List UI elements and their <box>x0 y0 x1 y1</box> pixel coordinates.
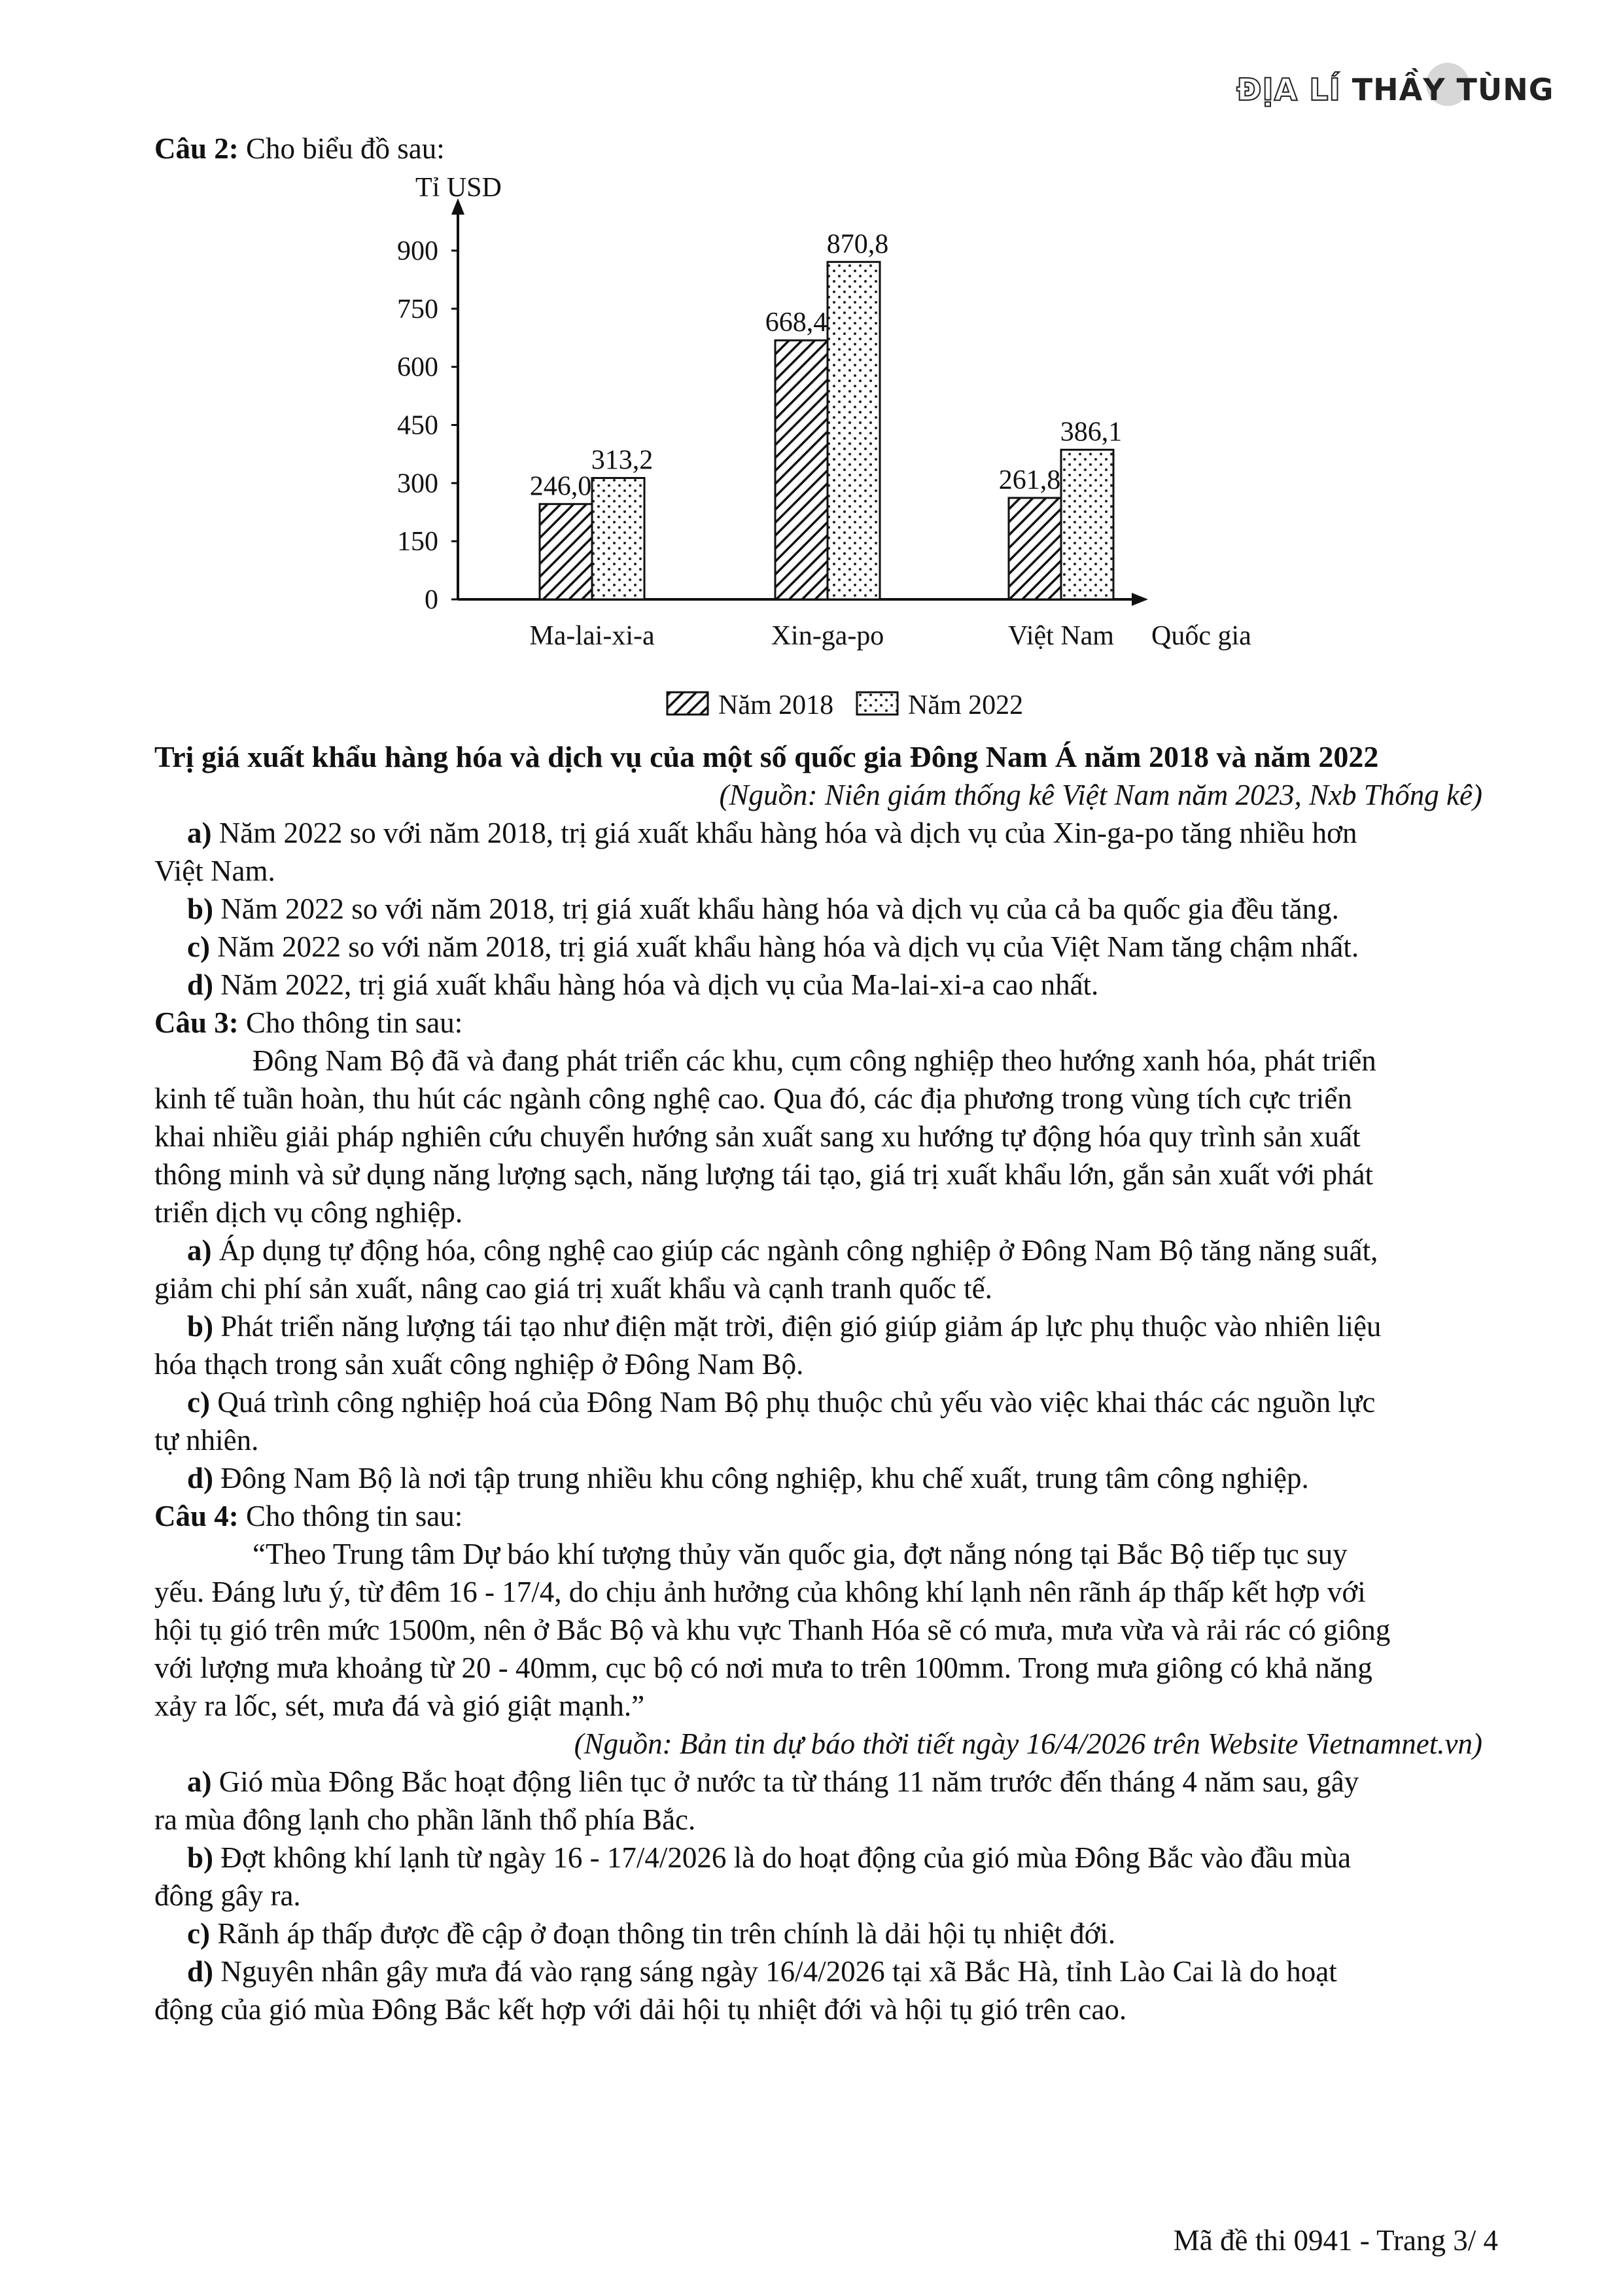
q3-c-text-cont: tự nhiên. <box>154 1424 259 1457</box>
q2-a-text-cont: Việt Nam. <box>154 855 275 887</box>
q2-d-label: d) <box>187 968 214 1001</box>
q3-a-text: Áp dụng tự động hóa, công nghệ cao giúp các ngành công nghiệp ở Đông Nam Bộ tăng năng suất, <box>218 1234 1378 1267</box>
q2-number: Câu 2: <box>154 132 239 165</box>
q4-b-text: Đợt không khí lạnh từ ngày 16 - 17/4/2026 là do hoạt động của gió mùa Đông Bắc vào đầu mùa <box>220 1841 1352 1874</box>
q3-paragraph-line: thông minh và sử dụng năng lượng sạch, năng lượng tái tạo, giá trị xuất khẩu lớn, gắn sản xuất với phát <box>154 1158 1374 1191</box>
bar-value-label: 246,0 <box>529 471 592 502</box>
q2-c-text: Năm 2022 so với năm 2018, trị giá xuất khẩu hàng hóa và dịch vụ của Việt Nam tăng chậm nhất. <box>217 930 1359 963</box>
q3-d-label: d) <box>187 1462 214 1494</box>
q4-quote-line: với lượng mưa khoảng từ 20 - 40mm, cục bộ có nơi mưa to trên 100mm. Trong mưa giông có khả năng <box>154 1651 1372 1684</box>
legend-label: Năm 2022 <box>908 690 1024 720</box>
q3-c-label: c) <box>187 1386 210 1419</box>
q3-a-text-cont: giảm chi phí sản xuất, nâng cao giá trị xuất khẩu và cạnh tranh quốc tế. <box>154 1272 992 1305</box>
q4-a-text-cont: ra mùa đông lạnh cho phần lãnh thổ phía Bắc. <box>154 1803 696 1836</box>
bar-value-label: 668,4 <box>765 308 828 338</box>
q3-option-a <box>187 1231 1515 1269</box>
q2-option-c <box>187 928 1515 966</box>
q4-option-a <box>187 1763 1515 1801</box>
q4-quote-line: “Theo Trung tâm Dự báo khí tượng thủy văn quốc gia, đợt nắng nóng tại Bắc Bộ tiếp tục suy <box>253 1538 1348 1570</box>
y-tick-label: 600 <box>397 352 438 383</box>
y-tick-label: 150 <box>397 527 438 557</box>
legend-label: Năm 2018 <box>718 690 834 720</box>
q4-c-text: Rãnh áp thấp được đề cập ở đoạn thông tin trên chính là dải hội tụ nhiệt đới. <box>217 1917 1116 1950</box>
q2-option-a <box>187 814 1515 852</box>
q4-source: (Nguồn: Bản tin dự báo thời tiết ngày 16/4/2026 trên Website Vietnamnet.vn) <box>574 1727 1482 1760</box>
bar <box>1061 450 1113 599</box>
y-tick-label: 450 <box>397 410 438 441</box>
bar-value-label: 313,2 <box>591 445 654 476</box>
logo-part2: THẦY TÙNG <box>1352 72 1554 107</box>
category-label: Việt Nam <box>1008 621 1114 651</box>
q4-d-text: Nguyên nhân gây mưa đá vào rạng sáng ngày 16/4/2026 tại xã Bắc Hà, tỉnh Lào Cai là do hoạt <box>220 1955 1337 1988</box>
q3-b-text: Phát triển năng lượng tái tạo như điện mặt trời, điện gió giúp giảm áp lực phụ thuộc vào nhiên liệu <box>220 1310 1382 1343</box>
q4-option-c <box>187 1915 1515 1952</box>
q4-number: Câu 4: <box>154 1500 239 1532</box>
q4-c-label: c) <box>187 1917 210 1950</box>
q4-option-d <box>187 1952 1515 1990</box>
q3-paragraph-line: kinh tế tuần hoàn, thu hút các ngành công nghệ cao. Qua đó, các địa phương trong vùng tích cực triển <box>154 1082 1352 1115</box>
q4-a-text: Gió mùa Đông Bắc hoạt động liên tục ở nước ta từ tháng 11 năm trước đến tháng 4 năm sau, gây <box>218 1765 1359 1798</box>
brand-logo <box>1236 63 1554 122</box>
y-tick-label: 300 <box>397 468 438 499</box>
chart-svg <box>376 169 1269 732</box>
q4-b-label: b) <box>187 1841 214 1874</box>
q3-paragraph-line: khai nhiều giải pháp nghiên cứu chuyển hướng sản xuất sang xu hướng tự động hóa quy trình sản xuất <box>154 1120 1361 1153</box>
q3-a-label: a) <box>187 1234 212 1267</box>
legend-swatch <box>667 692 708 715</box>
q2-b-text: Năm 2022 so với năm 2018, trị giá xuất khẩu hàng hóa và dịch vụ của cả ba quốc gia đều tăng. <box>220 892 1339 925</box>
y-axis-title: Tỉ USD <box>415 173 502 203</box>
category-label: Ma-lai-xi-a <box>529 621 655 651</box>
q4-intro: Cho thông tin sau: <box>246 1500 463 1532</box>
x-axis-title: Quốc gia <box>1151 621 1251 651</box>
q3-heading <box>154 1004 1482 1042</box>
q4-quote-line: hội tụ gió trên mức 1500m, nên ở Bắc Bộ và khu vực Thanh Hóa sẽ có mưa, mưa vừa và rải rác có giông <box>154 1614 1391 1646</box>
y-tick-label: 750 <box>397 294 438 325</box>
q3-intro: Cho thông tin sau: <box>246 1006 463 1039</box>
q3-paragraph-line: Đông Nam Bộ đã và đang phát triển các khu, cụm công nghiệp theo hướng xanh hóa, phát triển <box>253 1044 1376 1077</box>
q3-d-text: Đông Nam Bộ là nơi tập trung nhiều khu công nghiệp, khu chế xuất, trung tâm công nghiệp. <box>220 1462 1309 1494</box>
q2-option-d <box>187 966 1515 1004</box>
chart-source: (Nguồn: Niên giám thống kê Việt Nam năm 2023, Nxb Thống kê) <box>719 779 1482 811</box>
q3-paragraph-line: triển dịch vụ công nghiệp. <box>154 1196 463 1229</box>
bar <box>775 340 828 599</box>
q2-option-b <box>187 890 1515 928</box>
chart-caption: Trị giá xuất khẩu hàng hóa và dịch vụ của một số quốc gia Đông Nam Á năm 2018 và năm 2022 <box>154 740 1379 773</box>
bar-value-label: 261,8 <box>998 465 1061 495</box>
q2-d-text: Năm 2022, trị giá xuất khẩu hàng hóa và dịch vụ của Ma-lai-xi-a cao nhất. <box>220 968 1099 1001</box>
bar <box>1009 498 1061 599</box>
q4-quote-line: yếu. Đáng lưu ý, từ đêm 16 - 17/4, do chịu ảnh hưởng của không khí lạnh nên rãnh áp thấp kết hợp với <box>154 1576 1366 1608</box>
export-bar-chart <box>376 169 1269 732</box>
logo-text <box>1236 72 1554 107</box>
bar-value-label: 870,8 <box>826 229 889 260</box>
q2-heading <box>154 130 1482 168</box>
x-axis-arrow <box>1132 593 1148 606</box>
bar <box>828 262 880 599</box>
q4-b-text-cont: đông gây ra. <box>154 1879 301 1912</box>
q4-a-label: a) <box>187 1765 212 1798</box>
q2-c-label: c) <box>187 930 210 963</box>
q3-c-text: Quá trình công nghiệp hoá của Đông Nam Bộ phụ thuộc chủ yếu vào việc khai thác các nguồn lực <box>217 1386 1376 1419</box>
legend-swatch <box>857 692 898 715</box>
q3-number: Câu 3: <box>154 1006 239 1039</box>
q4-option-b <box>187 1839 1515 1877</box>
q2-intro: Cho biểu đồ sau: <box>246 132 445 165</box>
q4-heading <box>154 1497 1482 1535</box>
category-label: Xin-ga-po <box>771 621 884 651</box>
q3-option-c <box>187 1383 1515 1421</box>
q2-b-label: b) <box>187 892 214 925</box>
q3-b-label: b) <box>187 1310 214 1343</box>
logo-part1: ĐỊA LÍ <box>1236 72 1341 107</box>
page-footer: Mã đề thi 0941 - Trang 3/ 4 <box>1173 2224 1498 2257</box>
bar <box>540 504 592 599</box>
q3-option-d <box>187 1459 1515 1497</box>
y-tick-label: 0 <box>425 585 438 615</box>
q3-b-text-cont: hóa thạch trong sản xuất công nghiệp ở Đông Nam Bộ. <box>154 1348 804 1381</box>
q2-a-text: Năm 2022 so với năm 2018, trị giá xuất khẩu hàng hóa và dịch vụ của Xin-ga-po tăng nhiều hơn <box>218 817 1357 849</box>
q3-option-b <box>187 1307 1515 1345</box>
q4-d-label: d) <box>187 1955 214 1988</box>
bar <box>592 478 644 599</box>
q2-a-label: a) <box>187 817 212 849</box>
bar-value-label: 386,1 <box>1060 417 1123 448</box>
y-tick-label: 900 <box>397 236 438 266</box>
q4-quote-line: xảy ra lốc, sét, mưa đá và gió giật mạnh.” <box>154 1689 645 1722</box>
q4-d-text-cont: động của gió mùa Đông Bắc kết hợp với dải hội tụ nhiệt đới và hội tụ gió trên cao. <box>154 1993 1127 2026</box>
